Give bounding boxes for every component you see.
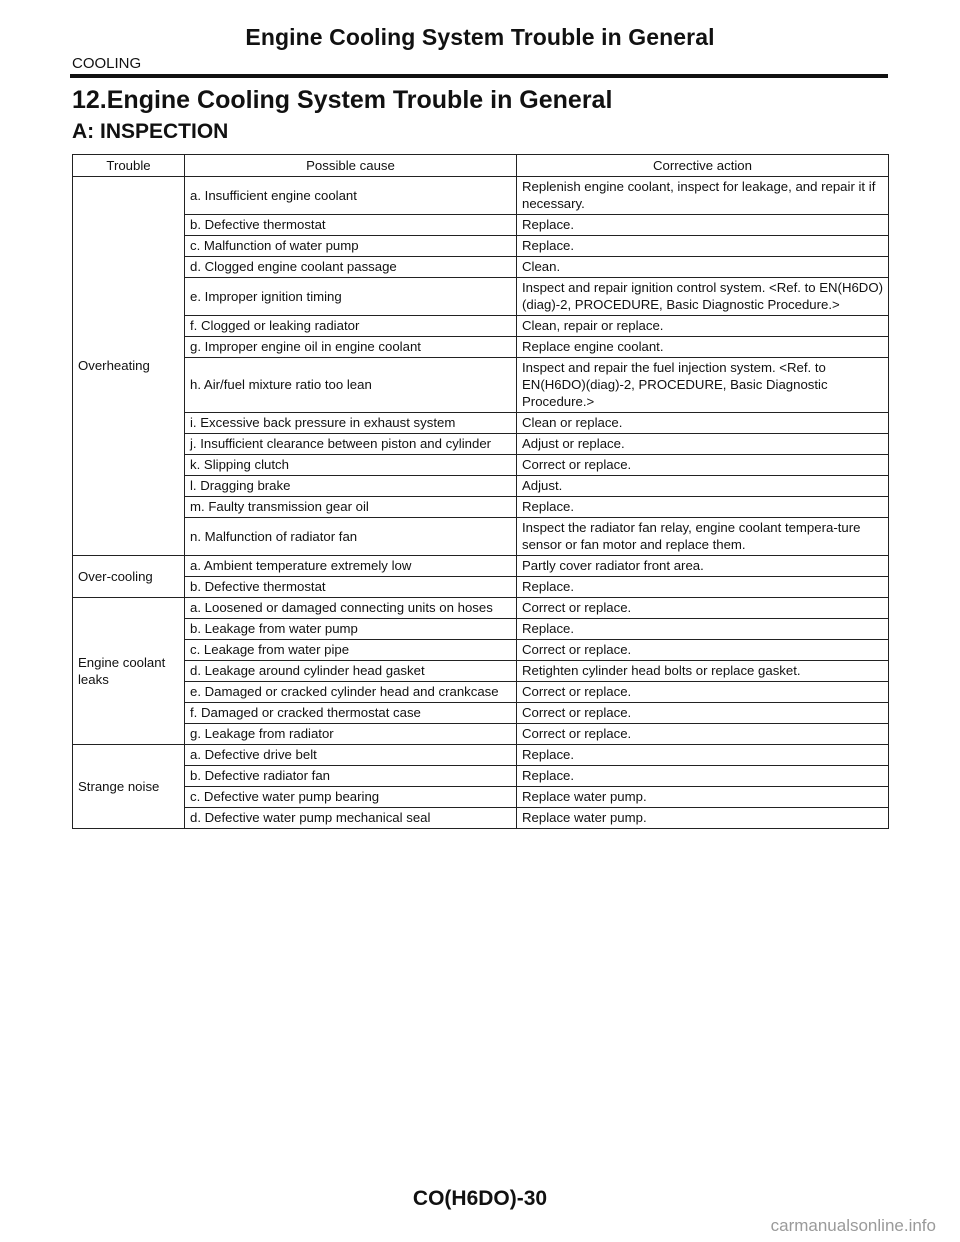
table-row (73, 556, 889, 577)
possible-cause-cell: g. Improper engine oil in engine coolant (185, 337, 517, 358)
table-row (73, 518, 889, 556)
possible-cause-cell: e. Improper ignition timing (185, 278, 517, 316)
corrective-action-cell: Clean, repair or replace. (517, 316, 889, 337)
header-divider (70, 74, 888, 78)
corrective-action-cell: Correct or replace. (517, 724, 889, 745)
corrective-action-cell: Replace engine coolant. (517, 337, 889, 358)
table-row (73, 236, 889, 257)
possible-cause-cell: c. Defective water pump bearing (185, 787, 517, 808)
possible-cause-cell: d. Defective water pump mechanical seal (185, 808, 517, 829)
table-row (73, 661, 889, 682)
table-row (73, 257, 889, 278)
possible-cause-cell: j. Insufficient clearance between piston and cylinder (185, 434, 517, 455)
corrective-action-cell: Replenish engine coolant, inspect for leakage, and repair it if necessary. (517, 177, 889, 215)
table-row (73, 215, 889, 236)
table-row (73, 337, 889, 358)
table-row (73, 413, 889, 434)
table-row (73, 787, 889, 808)
corrective-action-cell: Correct or replace. (517, 455, 889, 476)
table-row (73, 619, 889, 640)
table-header-row (73, 155, 889, 177)
corrective-action-cell: Correct or replace. (517, 640, 889, 661)
corrective-action-cell: Adjust or replace. (517, 434, 889, 455)
trouble-cell: Engine coolant leaks (73, 598, 185, 745)
possible-cause-cell: f. Damaged or cracked thermostat case (185, 703, 517, 724)
possible-cause-cell: a. Loosened or damaged connecting units on hoses (185, 598, 517, 619)
possible-cause-cell: i. Excessive back pressure in exhaust system (185, 413, 517, 434)
possible-cause-cell: b. Defective thermostat (185, 577, 517, 598)
corrective-action-cell: Replace. (517, 619, 889, 640)
trouble-table (72, 154, 889, 829)
possible-cause-cell: d. Clogged engine coolant passage (185, 257, 517, 278)
table-row (73, 497, 889, 518)
corrective-action-cell: Adjust. (517, 476, 889, 497)
table-row (73, 598, 889, 619)
table-row (73, 745, 889, 766)
table-row (73, 808, 889, 829)
column-header-cause: Possible cause (185, 155, 517, 177)
possible-cause-cell: d. Leakage around cylinder head gasket (185, 661, 517, 682)
possible-cause-cell: b. Defective radiator fan (185, 766, 517, 787)
possible-cause-cell: b. Leakage from water pump (185, 619, 517, 640)
table-row (73, 640, 889, 661)
corrective-action-cell: Inspect the radiator fan relay, engine coolant tempera-ture sensor or fan motor and replace them. (517, 518, 889, 556)
table-row (73, 703, 889, 724)
corrective-action-cell: Retighten cylinder head bolts or replace gasket. (517, 661, 889, 682)
table-row (73, 724, 889, 745)
table-row (73, 316, 889, 337)
possible-cause-cell: c. Leakage from water pipe (185, 640, 517, 661)
trouble-cell: Over-cooling (73, 556, 185, 598)
table-row (73, 577, 889, 598)
possible-cause-cell: n. Malfunction of radiator fan (185, 518, 517, 556)
trouble-cell: Overheating (73, 177, 185, 556)
possible-cause-cell: a. Ambient temperature extremely low (185, 556, 517, 577)
possible-cause-cell: a. Defective drive belt (185, 745, 517, 766)
possible-cause-cell: k. Slipping clutch (185, 455, 517, 476)
possible-cause-cell: e. Damaged or cracked cylinder head and crankcase (185, 682, 517, 703)
corrective-action-cell: Inspect and repair ignition control system. <Ref. to EN(H6DO)(diag)-2, PROCEDURE, Basic Diagnostic Procedure.> (517, 278, 889, 316)
corrective-action-cell: Partly cover radiator front area. (517, 556, 889, 577)
corrective-action-cell: Replace. (517, 236, 889, 257)
chapter-heading: 12.Engine Cooling System Trouble in General (72, 86, 613, 114)
corrective-action-cell: Replace. (517, 577, 889, 598)
possible-cause-cell: l. Dragging brake (185, 476, 517, 497)
corrective-action-cell: Clean or replace. (517, 413, 889, 434)
table-row (73, 177, 889, 215)
table-row (73, 278, 889, 316)
table-row (73, 358, 889, 413)
possible-cause-cell: c. Malfunction of water pump (185, 236, 517, 257)
corrective-action-cell: Replace. (517, 766, 889, 787)
page-number: CO(H6DO)-30 (412, 1187, 548, 1210)
corrective-action-cell: Replace. (517, 215, 889, 236)
trouble-cell: Strange noise (73, 745, 185, 829)
table-row (73, 682, 889, 703)
table-body (73, 177, 889, 829)
possible-cause-cell: g. Leakage from radiator (185, 724, 517, 745)
corrective-action-cell: Replace. (517, 497, 889, 518)
watermark: carmanualsonline.info (770, 1216, 936, 1235)
column-header-trouble: Trouble (73, 155, 185, 177)
possible-cause-cell: h. Air/fuel mixture ratio too lean (185, 358, 517, 413)
column-header-action: Corrective action (517, 155, 889, 177)
section-label: COOLING (72, 55, 142, 72)
possible-cause-cell: m. Faulty transmission gear oil (185, 497, 517, 518)
corrective-action-cell: Replace water pump. (517, 808, 889, 829)
table-row (73, 766, 889, 787)
corrective-action-cell: Correct or replace. (517, 682, 889, 703)
corrective-action-cell: Clean. (517, 257, 889, 278)
corrective-action-cell: Replace water pump. (517, 787, 889, 808)
corrective-action-cell: Inspect and repair the fuel injection system. <Ref. to EN(H6DO)(diag)-2, PROCEDURE, Basic Diagnostic Procedure.> (517, 358, 889, 413)
corrective-action-cell: Correct or replace. (517, 598, 889, 619)
table-row (73, 455, 889, 476)
page-title: Engine Cooling System Trouble in General (245, 24, 715, 50)
corrective-action-cell: Correct or replace. (517, 703, 889, 724)
possible-cause-cell: f. Clogged or leaking radiator (185, 316, 517, 337)
table-row (73, 434, 889, 455)
table-row (73, 476, 889, 497)
possible-cause-cell: a. Insufficient engine coolant (185, 177, 517, 215)
inspection-heading: A: INSPECTION (72, 120, 229, 143)
corrective-action-cell: Replace. (517, 745, 889, 766)
possible-cause-cell: b. Defective thermostat (185, 215, 517, 236)
